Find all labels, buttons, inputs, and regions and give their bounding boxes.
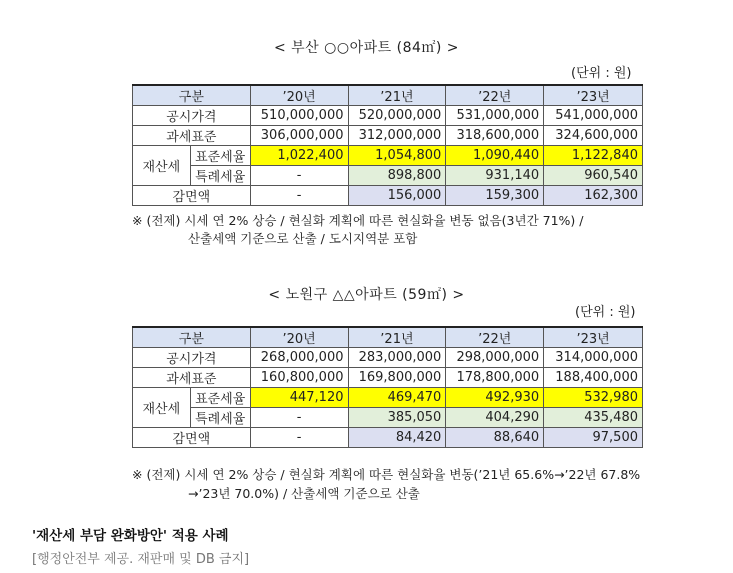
table-cell: 324,600,000 bbox=[544, 126, 643, 146]
table-cell: - bbox=[250, 166, 348, 186]
table2-row-pyojun bbox=[133, 388, 643, 408]
row-label: 과세표준 bbox=[133, 368, 251, 388]
table-cell: 447,120 bbox=[250, 388, 348, 408]
table1-row-gwase bbox=[133, 126, 643, 146]
table2-note-line2: →’23년 70.0%) / 산출세액 기준으로 산출 bbox=[188, 486, 420, 501]
row-label: 공시가격 bbox=[133, 106, 251, 126]
table-cell: 385,050 bbox=[348, 408, 446, 428]
table1-unit: (단위 : 원) bbox=[571, 66, 632, 81]
table2-header-cell: ’23년 bbox=[544, 327, 643, 348]
row-label: 표준세율 bbox=[190, 388, 250, 408]
table2-header-cell: ’20년 bbox=[250, 327, 348, 348]
table-cell: 1,090,440 bbox=[446, 146, 544, 166]
table-cell: 520,000,000 bbox=[348, 106, 446, 126]
table2-title: < 노원구 △△아파트 (59㎡) > bbox=[268, 287, 465, 303]
table-cell: - bbox=[250, 186, 348, 206]
table2-row-teukrye bbox=[133, 408, 643, 428]
category-label: 재산세 bbox=[133, 388, 191, 428]
row-label: 특례세율 bbox=[190, 166, 250, 186]
table1-header-row bbox=[133, 85, 643, 106]
category-label: 재산세 bbox=[133, 146, 191, 186]
table1-header-cell: ’21년 bbox=[348, 85, 446, 106]
table-cell: 510,000,000 bbox=[250, 106, 348, 126]
table-cell: 283,000,000 bbox=[348, 348, 446, 368]
table-cell: 156,000 bbox=[348, 186, 446, 206]
table-cell: 178,800,000 bbox=[446, 368, 544, 388]
row-label: 과세표준 bbox=[133, 126, 251, 146]
table1-header-cell: ’23년 bbox=[544, 85, 643, 106]
table1-header-cell: ’20년 bbox=[250, 85, 348, 106]
row-label: 감면액 bbox=[133, 428, 251, 448]
table2 bbox=[132, 326, 643, 448]
table1-row-pyojun bbox=[133, 146, 643, 166]
table-cell: 531,000,000 bbox=[446, 106, 544, 126]
row-label: 특례세율 bbox=[190, 408, 250, 428]
table1 bbox=[132, 84, 643, 206]
row-label: 표준세율 bbox=[190, 146, 250, 166]
table-cell: 541,000,000 bbox=[544, 106, 643, 126]
table-cell: 931,140 bbox=[446, 166, 544, 186]
table-cell: 898,800 bbox=[348, 166, 446, 186]
table-cell: 318,600,000 bbox=[446, 126, 544, 146]
table1-header-cell: ’22년 bbox=[446, 85, 544, 106]
table-cell: 314,000,000 bbox=[544, 348, 643, 368]
table2-header-cell: 구분 bbox=[133, 327, 251, 348]
table-cell: - bbox=[250, 408, 348, 428]
table-cell: 404,290 bbox=[446, 408, 544, 428]
table1-row-gammyeon bbox=[133, 186, 643, 206]
table2-header-cell: ’21년 bbox=[348, 327, 446, 348]
table-cell: 312,000,000 bbox=[348, 126, 446, 146]
table-cell: 159,300 bbox=[446, 186, 544, 206]
table-cell: - bbox=[250, 428, 348, 448]
table-cell: 960,540 bbox=[544, 166, 643, 186]
table-cell: 169,800,000 bbox=[348, 368, 446, 388]
table2-row-gongsi bbox=[133, 348, 643, 368]
row-label: 공시가격 bbox=[133, 348, 251, 368]
credit-line: [행정안전부 제공. 재판매 및 DB 금지] bbox=[32, 552, 250, 567]
table-cell: 160,800,000 bbox=[250, 368, 348, 388]
table1-note-line2: 산출세액 기준으로 산출 / 도시지역분 포함 bbox=[188, 231, 418, 246]
table-cell: 492,930 bbox=[446, 388, 544, 408]
caption: '재산세 부담 완화방안' 적용 사례 bbox=[32, 528, 229, 544]
table2-row-gammyeon bbox=[133, 428, 643, 448]
table1-row-teukrye bbox=[133, 166, 643, 186]
table2-note-line1: ※ (전제) 시세 연 2% 상승 / 현실화 계획에 따른 현실화율 변동(’21년 65.6%→’22년 67.8% bbox=[132, 467, 641, 482]
table1-row-gongsi bbox=[133, 106, 643, 126]
table-cell: 88,640 bbox=[446, 428, 544, 448]
table-cell: 532,980 bbox=[544, 388, 643, 408]
table-cell: 188,400,000 bbox=[544, 368, 643, 388]
table-cell: 97,500 bbox=[544, 428, 643, 448]
table-cell: 469,470 bbox=[348, 388, 446, 408]
table2-header-row bbox=[133, 327, 643, 348]
table-cell: 298,000,000 bbox=[446, 348, 544, 368]
table-cell: 435,480 bbox=[544, 408, 643, 428]
table-cell: 1,054,800 bbox=[348, 146, 446, 166]
table-cell: 84,420 bbox=[348, 428, 446, 448]
table2-row-gwase bbox=[133, 368, 643, 388]
table2-unit: (단위 : 원) bbox=[575, 305, 636, 320]
table1-note-line1: ※ (전제) 시세 연 2% 상승 / 현실화 계획에 따른 현실화율 변동 없음(3년간 71%) / bbox=[132, 213, 584, 228]
table1-title: < 부산 ○○아파트 (84㎡) > bbox=[273, 40, 460, 56]
table-cell: 162,300 bbox=[544, 186, 643, 206]
row-label: 감면액 bbox=[133, 186, 251, 206]
table-cell: 1,122,840 bbox=[544, 146, 643, 166]
table-cell: 1,022,400 bbox=[250, 146, 348, 166]
table2-header-cell: ’22년 bbox=[446, 327, 544, 348]
table-cell: 268,000,000 bbox=[250, 348, 348, 368]
table-cell: 306,000,000 bbox=[250, 126, 348, 146]
table1-header-cell: 구분 bbox=[133, 85, 251, 106]
